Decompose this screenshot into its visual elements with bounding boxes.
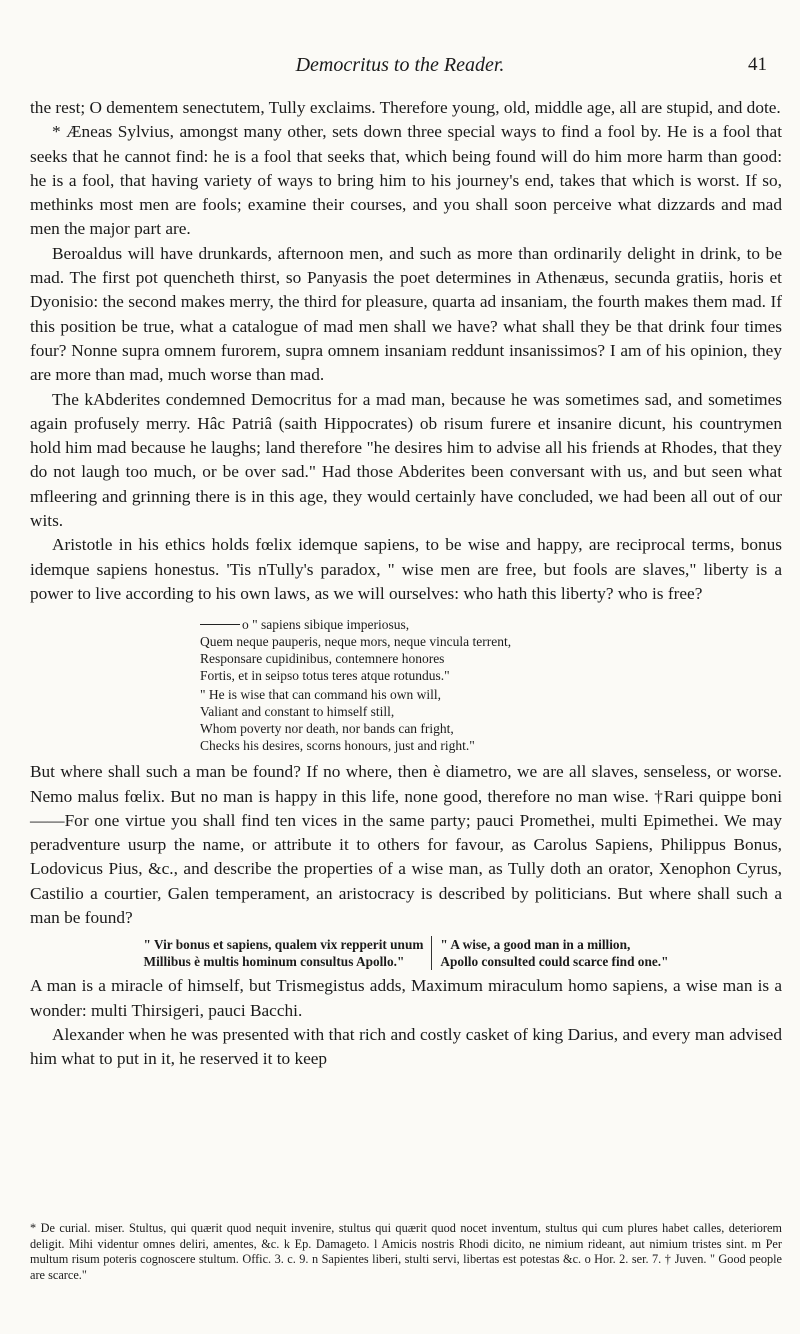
- verse-english-line-4: Checks his desires, scorns honours, just and right.": [200, 738, 475, 754]
- body-text: [30, 96, 782, 1072]
- couplet-quote: [30, 936, 782, 970]
- footnotes: [30, 1221, 782, 1283]
- paragraph-6: But where shall such a man be found? If no where, then è diametro, we are all slaves, senseless, or worse. Nemo malus fœlix. But no man is happy in this life, none good, therefore no man wise. †Rari quippe boni——For one virtue you shall find ten vices in the same party; pauci Promethei, multi Epimethei. We may peradventure usurp the name, or attribute it to others for favour, as Carolus Sapiens, Philippus Bonus, Lodovicus Pius, &c., and describe the properties of a wise man, as Tully doth an orator, Xenophon Cyrus, Castilio a courtier, Galen temperament, an aristocracy is described by politicians. But where shall such a man be found?: [30, 762, 782, 928]
- paragraph-3: Beroaldus will have drunkards, afternoon men, and such as more than ordinarily delight in drink, to be mad. The first pot quencheth thirst, so Panyasis the poet determines in Athenæus, secunda gratiis, horis et Dyonisio: the second makes merry, the third for pleasure, quarta ad insaniam, the fourth makes them mad. If this position be true, what a catalogue of mad men shall we have? what shall they be that drink four times four? Nonne supra omnem furorem, supra omnem insaniam reddunt insanissimos? I am of his opinion, they are more than mad, much worse than mad.: [30, 243, 782, 385]
- page-number: 41: [748, 54, 767, 75]
- verse-latin-line-2: Quem neque pauperis, neque mors, neque vincula terrent,: [200, 634, 512, 650]
- couplet-english: [432, 936, 668, 970]
- verse-quote: [30, 616, 782, 754]
- verse-latin-line-4: Fortis, et in seipso totus teres atque rotundus.": [200, 668, 450, 684]
- couplet-latin-line-1: " Vir bonus et sapiens, qualem vix repperit unum: [143, 937, 424, 953]
- running-title: Democritus to the Reader.: [295, 54, 505, 76]
- paragraph-8: Alexander when he was presented with that rich and costly casket of king Darius, and every man advised him what to put in it, he reserved it to keep: [30, 1024, 782, 1069]
- couplet-english-line-2: Apollo consulted could scarce find one.": [440, 954, 669, 970]
- couplet-latin-line-2: Millibus è multis hominum consultus Apollo.": [143, 954, 405, 970]
- couplet-latin: [144, 936, 433, 970]
- paragraph-4: The kAbderites condemned Democritus for a mad man, because he was sometimes sad, and sometimes again profusely merry. Hâc Patriâ (saith Hippocrates) ob risum furere et insanire dicunt, his countrymen hold him mad because he laughs; land therefore "he desires him to advise all his friends at Rhodes, that they do not laugh too much, or be over sad." Had those Abderites been conversant with us, and but seen what mfleering and grinning there is in this age, they would certainly have concluded, we had been all out of our wits.: [30, 389, 782, 531]
- verse-latin-line-1: o " sapiens sibique imperiosus,: [200, 616, 782, 633]
- couplet-english-line-1: " A wise, a good man in a million,: [440, 937, 631, 953]
- verse-english-line-1: " He is wise that can command his own will,: [200, 687, 441, 703]
- footnote-block: * De curial. miser. Stultus, qui quærit quod nequit invenire, stultus qui quærit quod nocet inventum, stultus qui cum plures habet calles, deteriorem deligit. Mihi videntur omnes deliri, amentes, &c. k Ep. Damageto. l Amicis nostris Rhodi dicito, ne nimium rideant, aut nimium tristes sint. m Per multum risum poteris cognoscere stultum. Offic. 3. c. 9. n Sapientes liberi, stulti servi, libertas est potestas &c. o Hor. 2. ser. 7. † Juven. " Good people are scarce.": [30, 1221, 782, 1282]
- paragraph-5: Aristotle in his ethics holds fœlix idemque sapiens, to be wise and happy, are reciprocal terms, bonus idemque sapiens honestus. 'Tis nTully's paradox, " wise men are free, but fools are slaves," liberty is a power to live according to his own laws, as we will ourselves: who hath this liberty? who is free?: [30, 535, 782, 603]
- verse-latin-line-3: Responsare cupidinibus, contemnere honores: [200, 651, 445, 667]
- em-dash-rule: [200, 624, 240, 625]
- verse-english-line-3: Whom poverty nor death, nor bands can fright,: [200, 721, 454, 737]
- page-header: [0, 54, 800, 80]
- verse-english-line-2: Valiant and constant to himself still,: [200, 704, 395, 720]
- paragraph-2: * Æneas Sylvius, amongst many other, sets down three special ways to find a fool by. He is a fool that seeks that he cannot find: he is a fool that seeks that, which being found will do him more harm than good: he is a fool, that having variety of ways to bring him to his journey's end, takes that which is worst. If so, methinks most men are fools; examine their courses, and you shall soon perceive what dizzards and mad men the major part are.: [30, 122, 782, 239]
- paragraph-7: A man is a miracle of himself, but Trismegistus adds, Maximum miraculum homo sapiens, a wise man is a wonder: multi Thirsigeri, pauci Bacchi.: [30, 976, 782, 1020]
- paragraph-1: the rest; O dementem senectutem, Tully exclaims. Therefore young, old, middle age, all are stupid, and dote.: [30, 98, 781, 117]
